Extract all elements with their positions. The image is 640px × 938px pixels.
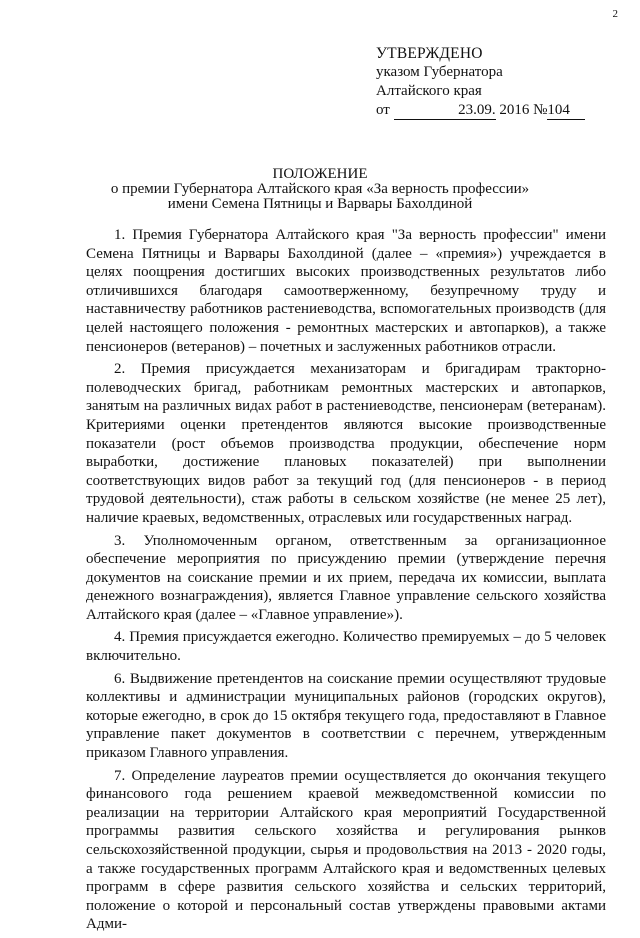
title-heading: ПОЛОЖЕНИЕ	[272, 166, 368, 182]
paragraph-6: 6. Выдвижение претендентов на соискание премии осуществляют трудовые коллективы и администрации муниципальных районов (городских округов), которые ежегодно, в срок до 15 октября текущего года, предоставляют в Главное управление пакет документов в соответствии с перечнем, утвержденным приказом Главного управления.	[86, 670, 606, 762]
paragraph-4: 4. Премия присуждается ежегодно. Количество премируемых – до 5 человек включительно.	[86, 629, 606, 665]
title-subline-1: о премии Губернатора Алтайского края «За верность профессии»	[110, 181, 530, 197]
document-title	[0, 167, 640, 212]
paragraph-1: 1. Премия Губернатора Алтайского края "За верность профессии" имени Семена Пятницы и Варвары Бахолдиной (далее – «премия») учреждается в целях поощрения достигших высоких производственных результатов либо отличившихся благодаря самоотверженному, безупречному труду и наставничеству работников растениеводства, вспомогательных производств (для целей настоящего положения - ремонтных мастерских и автопарков), а также пенсионеров (ветеранов) – почетных и заслуженных работников отрасли.	[86, 227, 606, 355]
decree-number: 104	[547, 102, 585, 120]
approval-line-region: Алтайского края	[376, 83, 482, 99]
approval-line-decree: указом Губернатора	[376, 64, 503, 80]
paragraph-3: 3. Уполномоченным органом, ответственным за организационное обеспечение мероприятия по присуждению премии (утверждение перечня документов на соискание премии и их прием, передача их комиссии, выплата денежного вознаграждения), является Главное управление сельского хозяйства Алтайского края (далее – «Главное управление»).	[86, 532, 606, 623]
approval-stamp	[376, 44, 616, 120]
paragraph-7: 7. Определение лауреатов премии осуществляется до окончания текущего финансового года решением краевой межведомственной комиссии по реализации на территории Алтайского края мероприятий Государственной программы развития сельского хозяйства и регулирования рынков сельскохозяйственной продукции, сырья и продовольствия на 2013 - 2020 годы, а также государственных программ Алтайского края и ведомственных целевых программ в сфере развития сельского хозяйства и сельских территорий, положение о которой и персональный состав утверждены правовыми актами Адми-	[86, 767, 606, 933]
page-number: 2	[612, 8, 618, 20]
approval-dateline	[376, 101, 616, 120]
decree-date: 23.09.	[394, 102, 496, 120]
date-prefix: от	[376, 102, 390, 118]
title-subline-2: имени Семена Пятницы и Варвары Бахолдиной	[167, 196, 473, 212]
paragraph-2: 2. Премия присуждается механизаторам и бригадирам тракторно-полеводческих бригад, работникам ремонтных мастерских и автопарков, занятым на различных видах работ в растениеводстве, пенсионерам (ветеранам). Критериями оценки претендентов являются высокие производственные показатели (рост объемов производства продукции, обеспечение норм выработки, достижение плановых показателей) при выполнении соответствующих видов работ за текущий год (для пенсионеров - в период трудовой деятельности), стаж работы в сельском хозяйстве (не менее 25 лет), наличие краевых, ведомственных, отраслевых или государственных наград.	[86, 361, 606, 526]
decree-year: 2016 №	[495, 102, 548, 118]
document-body	[86, 226, 606, 938]
approval-heading: УТВЕРЖДЕНО	[376, 45, 483, 62]
